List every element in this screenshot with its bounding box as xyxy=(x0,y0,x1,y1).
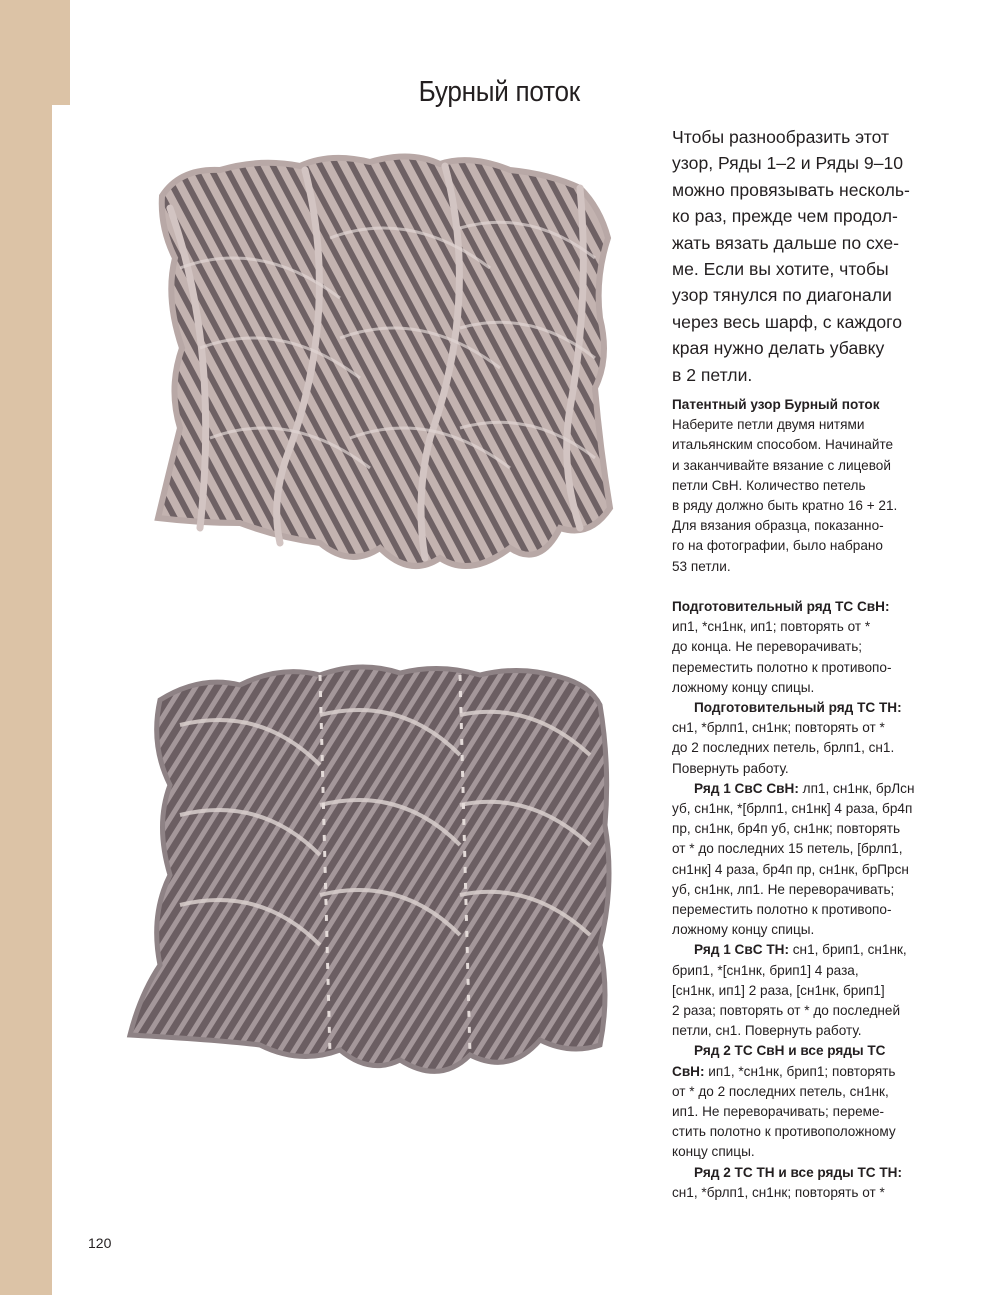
row-2a-first-text: ип1, *сн1нк, брип1; повторять xyxy=(704,1063,896,1079)
row-1a-line: сн1нк] 4 раза, бр4п пр, сн1нк, брПрсн xyxy=(672,861,909,877)
row-1a-line: уб, сн1нк, *[брлп1, сн1нк] 4 раза, бр4п xyxy=(672,801,913,817)
row-1b-first-text: сн1, брип1, сн1нк, xyxy=(788,942,907,958)
row-2a-label: Ряд 2 ТС СвН и все ряды ТС xyxy=(694,1043,886,1059)
row-2a-line: концу спицы. xyxy=(672,1144,755,1160)
casting-line: итальянским способом. Начинайте xyxy=(672,437,894,453)
intro-line: в 2 петли. xyxy=(672,364,753,385)
prep-row-1-line: до конца. Не переворачивать; xyxy=(672,639,863,655)
row-2b-label: Ряд 2 ТС ТН и все ряды ТС ТН: xyxy=(694,1164,903,1180)
page-side-band xyxy=(0,105,52,1295)
prep-row-2-label: Подготовительный ряд ТС ТН: xyxy=(694,700,902,716)
swatch-photo-bottom xyxy=(120,645,620,1095)
intro-line: Чтобы разнообразить этот xyxy=(672,127,890,147)
intro-line: узор тянулся по диагонали xyxy=(672,285,892,306)
swatch-photo-top xyxy=(140,148,640,598)
row-2a-label-cont: СвН: xyxy=(672,1063,705,1079)
intro-line: края нужно делать убавку xyxy=(672,338,885,359)
page-title: Бурный поток xyxy=(418,76,580,108)
intro-line: ме. Если вы хотите, чтобы xyxy=(672,259,889,280)
row-1a-first-line xyxy=(672,779,937,799)
prep-row-1-line: ложному концу спицы. xyxy=(672,679,815,695)
row-1a-first-text: лп1, сн1нк, брЛсн xyxy=(798,780,915,796)
prep-row-1-label: Подготовительный ряд ТС СвН: xyxy=(672,599,890,614)
intro-line: узор, Ряды 1–2 и Ряды 9–10 xyxy=(672,153,904,174)
row-1a-label: Ряд 1 СвС СвН: xyxy=(694,780,799,796)
row-2a-first-line xyxy=(672,1062,937,1082)
row-1a-line: пр, сн1нк, бр4п уб, сн1нк; повторять xyxy=(672,821,901,837)
casting-line: и заканчивайте вязание с лицевой xyxy=(672,457,891,473)
row-1b-label: Ряд 1 СвС ТН: xyxy=(694,942,789,958)
row-1b-line: [сн1нк, ип1] 2 раза, [сн1нк, брип1] xyxy=(672,982,885,998)
row-1a-line: от * до последних 15 петель, [брлп1, xyxy=(672,841,903,857)
casting-line: в ряду должно быть кратно 16 + 21. xyxy=(672,498,898,514)
row-1b-line: брип1, *[сн1нк, брип1] 4 раза, xyxy=(672,962,859,978)
row-2b-line: сн1, *брлп1, сн1нк; повторять от * xyxy=(672,1184,885,1200)
row-1b-line: 2 раза; повторять от * до последней xyxy=(672,1003,901,1019)
casting-line: го на фотографии, было набрано xyxy=(672,538,883,554)
row-2a-line: от * до 2 последних петель, сн1нк, xyxy=(672,1083,889,1099)
prep-row-2-line: сн1, *брлп1, сн1нк; повторять от * xyxy=(672,720,885,736)
prep-row-1-line: переместить полотно к противопо- xyxy=(672,659,892,675)
row-1b-first-line xyxy=(672,940,937,960)
casting-line: петли СвН. Количество петель xyxy=(672,477,866,493)
intro-line: можно провязывать несколь- xyxy=(672,179,910,200)
row-1a-line: уб, сн1нк, лп1. Не переворачивать; xyxy=(672,881,895,897)
casting-line: Наберите петли двумя нитями xyxy=(672,417,865,433)
intro-line: ко раз, прежде чем продол- xyxy=(672,206,898,227)
casting-instructions xyxy=(672,395,937,577)
intro-line: через весь шарф, с каждого xyxy=(672,311,902,332)
prep-row-2-line: Повернуть работу. xyxy=(672,760,789,776)
casting-line: 53 петли. xyxy=(672,558,731,574)
row-2a-line: ип1. Не переворачивать; переме- xyxy=(672,1104,885,1120)
prep-row-2-line: до 2 последних петель, брлп1, сн1. xyxy=(672,740,895,756)
intro-line: жать вязать дальше по схе- xyxy=(672,232,900,253)
page-number: 120 xyxy=(88,1235,112,1251)
row-instructions xyxy=(672,597,937,1203)
row-1a-line: ложному концу спицы. xyxy=(672,922,815,938)
row-1b-line: петли, сн1. Повернуть работу. xyxy=(672,1023,862,1039)
casting-heading: Патентный узор Бурный поток xyxy=(672,397,880,412)
prep-row-1-line: ип1, *сн1нк, ип1; повторять от * xyxy=(672,619,871,635)
intro-paragraph xyxy=(672,124,922,388)
row-1a-line: переместить полотно к противопо- xyxy=(672,902,892,918)
row-2a-line: стить полотно к противоположному xyxy=(672,1124,896,1140)
casting-line: Для вязания образца, показанно- xyxy=(672,518,884,534)
